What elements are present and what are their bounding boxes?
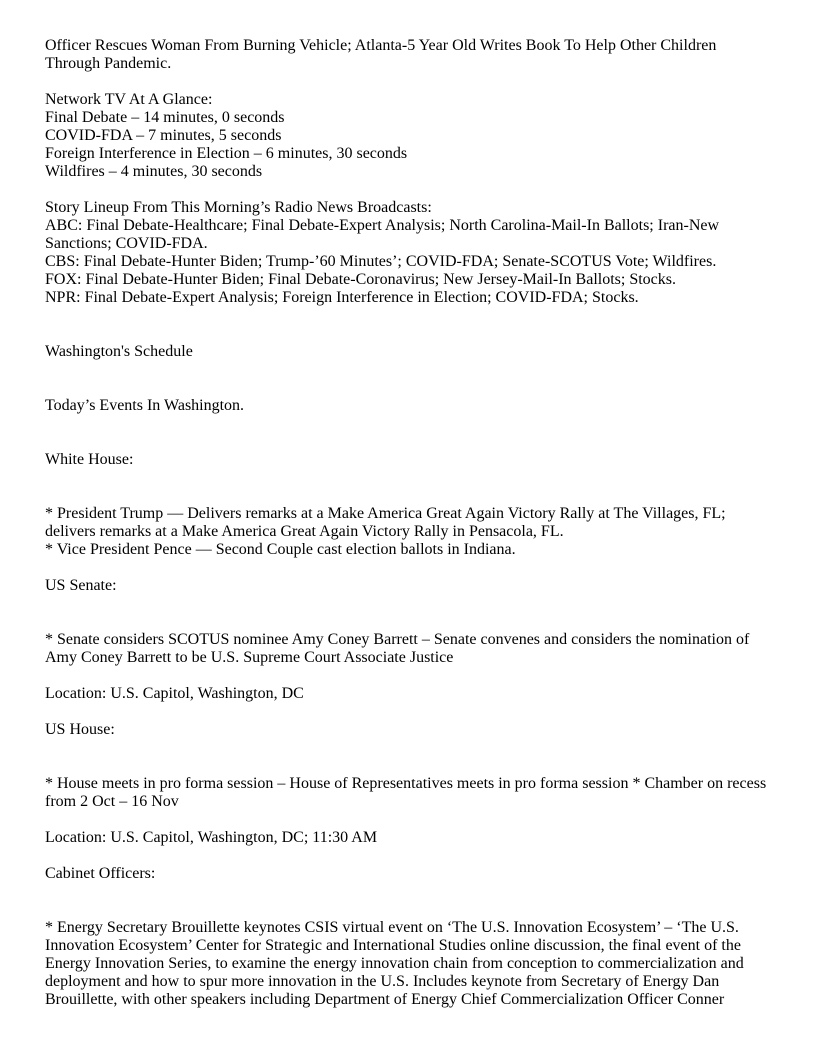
senate-item: * Senate considers SCOTUS nominee Amy Coney Barrett – Senate convenes and considers the nomination of Amy Coney Barrett to be U.S. Supreme Court Associate Justice [45, 631, 750, 666]
document-body [45, 37, 775, 1009]
house-heading: US House: [45, 721, 115, 738]
network-tv-section [45, 91, 775, 181]
radio-lineup-item: FOX: Final Debate-Hunter Biden; Final Debate-Coronavirus; New Jersey-Mail-In Ballots; Stocks. [45, 271, 676, 288]
senate-location: Location: U.S. Capitol, Washington, DC [45, 685, 304, 702]
network-tv-item: Wildfires – 4 minutes, 30 seconds [45, 163, 263, 180]
radio-lineup-section [45, 199, 775, 307]
white-house-heading: White House: [45, 451, 134, 468]
cabinet-heading: Cabinet Officers: [45, 865, 156, 882]
radio-lineup-item: CBS: Final Debate-Hunter Biden; Trump-’60 Minutes’; COVID-FDA; Senate-SCOTUS Vote; Wildfires. [45, 253, 717, 270]
radio-lineup-item: NPR: Final Debate-Expert Analysis; Foreign Interference in Election; COVID-FDA; Stocks. [45, 289, 639, 306]
house-location: Location: U.S. Capitol, Washington, DC; 11:30 AM [45, 829, 378, 846]
white-house-list [45, 505, 775, 559]
senate-heading: US Senate: [45, 577, 117, 594]
house-item: * House meets in pro forma session – House of Representatives meets in pro forma session * Chamber on recess from 2 Oct – 16 Nov [45, 775, 767, 810]
radio-lineup-item: ABC: Final Debate-Healthcare; Final Debate-Expert Analysis; North Carolina-Mail-In Ballots; Iran-New Sanctions; COVID-FDA. [45, 217, 720, 252]
intro-headlines: Officer Rescues Woman From Burning Vehicle; Atlanta-5 Year Old Writes Book To Help Other Children Through Pandemic. [45, 37, 717, 72]
schedule-subtitle: Today’s Events In Washington. [45, 397, 245, 414]
network-tv-item: Foreign Interference in Election – 6 minutes, 30 seconds [45, 145, 408, 162]
network-tv-item: COVID-FDA – 7 minutes, 5 seconds [45, 127, 282, 144]
radio-lineup-heading: Story Lineup From This Morning’s Radio News Broadcasts: [45, 199, 432, 216]
network-tv-heading: Network TV At A Glance: [45, 91, 213, 108]
white-house-item: * President Trump — Delivers remarks at a Make America Great Again Victory Rally at The Villages, FL; delivers remarks at a Make America Great Again Victory Rally in Pensacola, FL. [45, 505, 726, 540]
cabinet-item: * Energy Secretary Brouillette keynotes CSIS virtual event on ‘The U.S. Innovation Ecosystem’ – ‘The U.S. Innovation Ecosystem’ Center for Strategic and International Studies online discussion, the final event of the Energy Innovation Series, to examine the energy innovation chain from conception to commercialization and deployment and how to spur more innovation in the U.S. Includes keynote from Secretary of Energy Dan Brouillette, with other speakers including Department of Energy Chief Commercialization Officer Conner [45, 919, 744, 1008]
network-tv-item: Final Debate – 14 minutes, 0 seconds [45, 109, 285, 126]
schedule-title: Washington's Schedule [45, 343, 193, 360]
white-house-item: * Vice President Pence — Second Couple cast election ballots in Indiana. [45, 541, 516, 558]
